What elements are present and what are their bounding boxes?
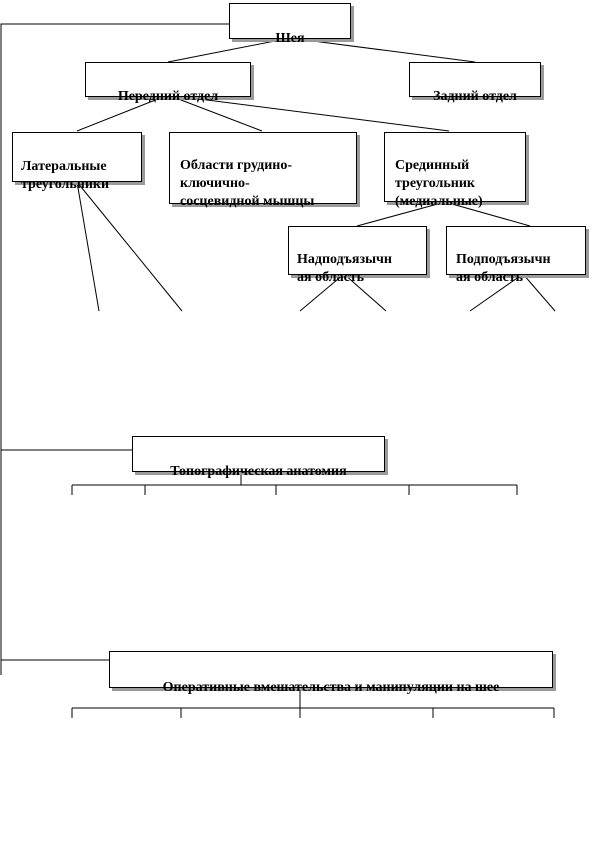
lateral-branch-2 bbox=[77, 182, 182, 311]
node-suprahyoid-region bbox=[288, 226, 427, 285]
node-suprahyoid-region-label: Надподъязычн ая область bbox=[297, 252, 392, 285]
node-posterior-section-label: Задний отдел bbox=[433, 89, 517, 104]
infrahyoid-branch-2 bbox=[523, 274, 555, 311]
node-neck bbox=[229, 3, 351, 46]
node-lateral-triangles bbox=[12, 132, 142, 192]
root-to-posterior bbox=[290, 38, 475, 62]
node-scm-regions bbox=[169, 132, 357, 209]
node-topographic-anatomy bbox=[132, 436, 385, 479]
node-neck-label: Шея bbox=[275, 31, 305, 46]
lateral-branch-1 bbox=[77, 182, 99, 311]
node-infrahyoid-region-label: Подподъязычн ая область bbox=[456, 252, 551, 285]
spine-to-root bbox=[1, 24, 229, 675]
node-operations-label: Оперативные вмешательства и манипуляции на шее bbox=[162, 680, 500, 695]
node-scm-regions-label: Области грудино- ключично- сосцевидной мышцы bbox=[180, 158, 315, 209]
node-anterior-section bbox=[85, 62, 251, 104]
node-posterior-section bbox=[409, 62, 541, 104]
node-median-triangle-label: Срединный треугольник (медиальные) bbox=[395, 158, 483, 209]
node-median-triangle bbox=[384, 132, 526, 209]
node-operations bbox=[109, 651, 553, 695]
node-infrahyoid-region bbox=[446, 226, 586, 285]
node-topographic-anatomy-label: Топографическая анатомия bbox=[170, 464, 347, 479]
root-to-anterior bbox=[168, 38, 290, 62]
node-anterior-section-label: Передний отдел bbox=[117, 89, 219, 104]
node-lateral-triangles-label: Латеральные треугольники bbox=[21, 159, 110, 192]
